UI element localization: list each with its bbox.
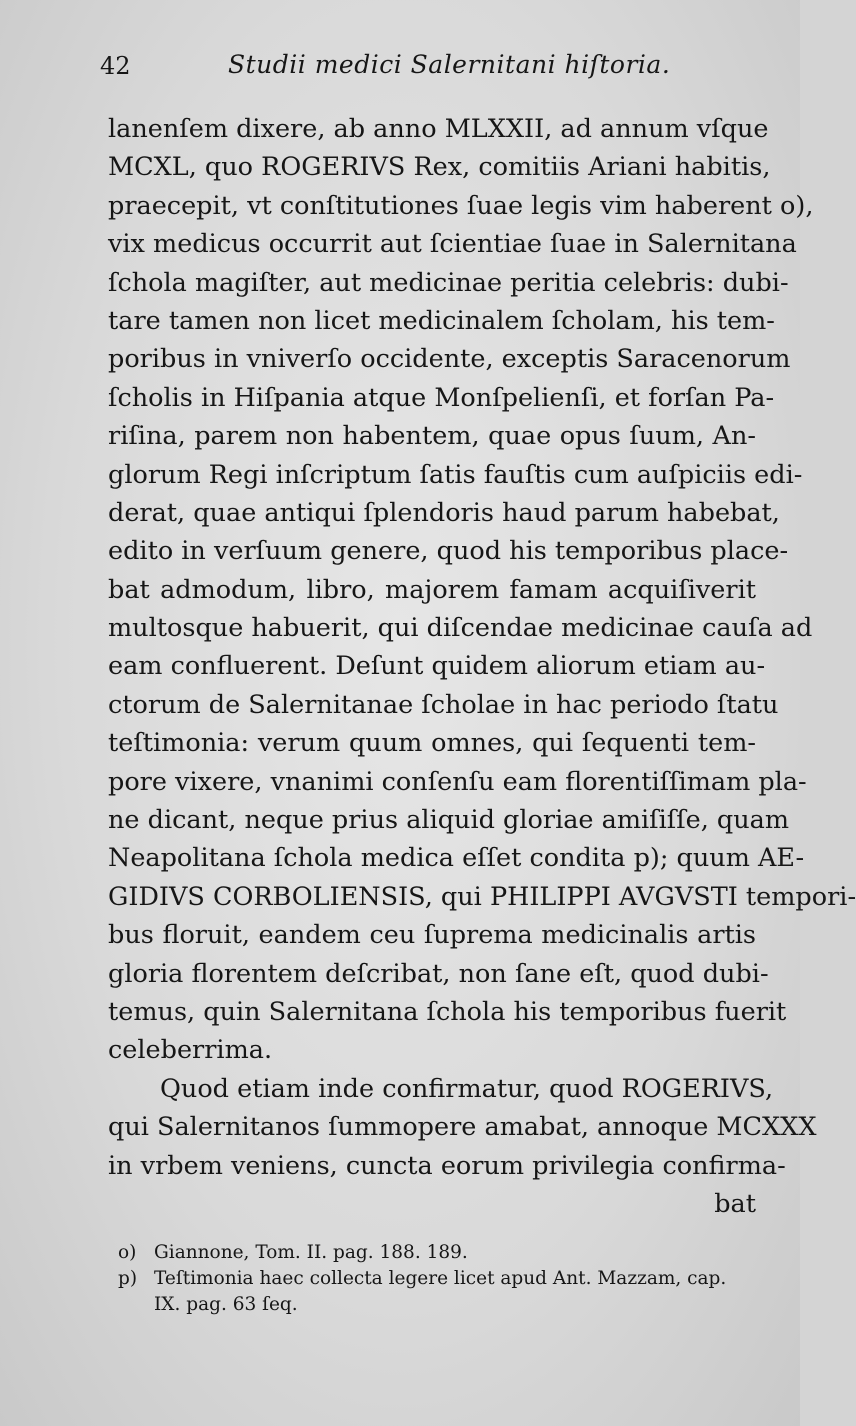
text-line: edito in verſuum genere, quod his temporibus place-: [108, 536, 789, 567]
text-line: Neapolitana ſchola medica eſſet condita p); quum AE-: [108, 843, 805, 874]
text-line: qui Salernitanos ſummopere amabat, annoque MCXXX: [108, 1112, 817, 1143]
text-line: ſchola magiſter, aut medicinae peritia celebris: dubi-: [108, 267, 789, 298]
text-line: ne dicant, neque prius aliquid gloriae amiſiſſe, quam: [108, 805, 790, 836]
text-line: teſtimonia: verum quum omnes, qui ſequenti tem-: [108, 728, 756, 759]
text-line: Quod etiam inde confirmatur, quod ROGERIVS,: [160, 1073, 774, 1104]
footnote-text: Giannone, Tom. II. pag. 188. 189.: [154, 1242, 468, 1263]
text-line: lanenſem dixere, ab anno MLXXII, ad annum vſque: [108, 114, 769, 144]
footnote: [118, 1240, 758, 1266]
text-line: riſina, parem non habentem, quae opus ſuum, An-: [108, 421, 756, 452]
running-title: Studii medici Salernitani hiſtoria.: [228, 50, 671, 79]
text-line: MCXL, quo ROGERIVS Rex, comitiis Ariani habitis,: [108, 152, 771, 183]
text-line: GIDIVS CORBOLIENSIS, qui PHILIPPI AVGVSTI tempori-: [108, 881, 856, 912]
text-line: multosque habuerit, qui diſcendae medicinae cauſa ad: [108, 613, 813, 644]
text-line: vix medicus occurrit aut ſcientiae ſuae in Salernitana: [108, 229, 797, 260]
text-line: bus floruit, eandem ceu ſuprema medicinalis artis: [108, 920, 756, 951]
body-text: [108, 110, 856, 1223]
footnote-text: Teſtimonia haec collecta legere licet apud Ant. Mazzam, cap.: [154, 1268, 727, 1289]
text-line: ſcholis in Hiſpania atque Monſpelienſi, et forſan Pa-: [108, 382, 775, 413]
text-line: in vrbem veniens, cuncta eorum privilegia confirma-: [108, 1150, 786, 1181]
footnote: [118, 1266, 758, 1292]
catchword: bat: [714, 1188, 756, 1219]
text-line: bat admodum, libro, majorem famam acquiſiverit: [108, 574, 756, 605]
text-line: gloria florentem deſcribat, non ſane eſt, quod dubi-: [108, 958, 769, 989]
text-line: glorum Regi inſcriptum ſatis fauſtis cum auſpiciis edi-: [108, 459, 803, 490]
text-line: celeberrima.: [108, 1035, 273, 1066]
text-line: praecepit, vt conſtitutiones ſuae legis vim haberent o),: [108, 190, 814, 221]
footnotes: [118, 1240, 758, 1318]
text-line: ctorum de Salernitanae ſcholae in hac periodo ſtatu: [108, 689, 779, 720]
footnote-mark: p): [118, 1268, 138, 1289]
footnote-mark: o): [118, 1242, 137, 1263]
text-line: tare tamen non licet medicinalem ſcholam, his tem-: [108, 305, 775, 336]
page-header: [100, 46, 760, 86]
text-line: pore vixere, vnanimi conſenſu eam florentiſſimam pla-: [108, 766, 807, 797]
text-line: derat, quae antiqui ſplendoris haud parum habebat,: [108, 497, 780, 528]
text-line: eam confluerent. Deſunt quidem aliorum etiam au-: [108, 651, 766, 682]
text-line: temus, quin Salernitana ſchola his temporibus fuerit: [108, 996, 787, 1027]
footnote-continuation: IX. pag. 63 ſeq.: [154, 1294, 298, 1315]
page-number: 42: [100, 52, 131, 80]
text-line: poribus in vniverſo occidente, exceptis Saracenorum: [108, 344, 791, 375]
